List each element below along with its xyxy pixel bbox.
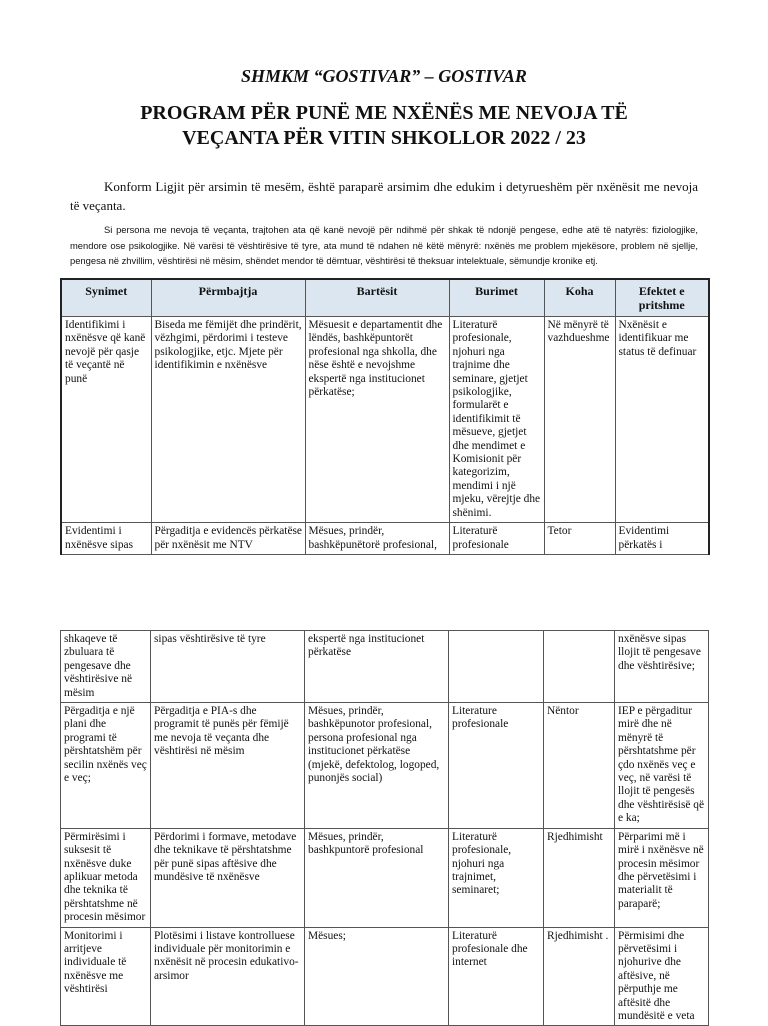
column-header: Efektet e pritshme: [615, 279, 709, 317]
table-cell: [544, 631, 615, 703]
table-cell: Mësues, prindër, bashkëpunotor profesional, persona profesional nga institucionet përkatëse (mjekë, defektolog, logoped, punonjës social): [305, 703, 449, 829]
table-cell: Tetor: [544, 523, 615, 555]
table-cell: Monitorimi i arritjeve individuale të nxënësve me vështirësi: [61, 927, 151, 1026]
table-cell: Mësues;: [305, 927, 449, 1026]
table-cell: Përmisimi dhe përvetësimi i njohurive dhe aftësive, në përputhje me aftësitë dhe mundësitë e veta: [615, 927, 709, 1026]
table-cell: Literaturë profesionale: [449, 523, 544, 555]
table-cell: Biseda me fëmijët dhe prindërit, vëzhgimi, përdorimi i testeve psikologjike, etjc. Mjete për identifikimin e nxënësve: [151, 317, 305, 523]
column-header: Burimet: [449, 279, 544, 317]
title-line-2: VEÇANTA PËR VITIN SHKOLLOR 2022 / 23: [182, 127, 586, 149]
table-row: [61, 828, 709, 927]
column-header: Koha: [544, 279, 615, 317]
table-cell: Përgaditja e PIA-s dhe programit të punës për fëmijë me nevoja të veçanta dhe vështirësi në mësim: [151, 703, 305, 829]
column-header: Bartësit: [305, 279, 449, 317]
table-cell: Rjedhimisht: [544, 828, 615, 927]
table-cell: Evidentimi i nxënësve sipas: [61, 523, 151, 555]
table-row: [61, 703, 709, 829]
table-cell: Plotësimi i listave kontrolluese individuale për monitorimin e nxënësit në procesin edukativo-arsimor: [151, 927, 305, 1026]
table-cell: ekspertë nga institucionet përkatëse: [305, 631, 449, 703]
school-name: SHMKM “GOSTIVAR” – GOSTIVAR: [241, 66, 527, 86]
column-header: Synimet: [61, 279, 151, 317]
table-cell: Evidentimi përkatës i: [615, 523, 709, 555]
table-cell: sipas vështirësive të tyre: [151, 631, 305, 703]
program-table: [60, 278, 710, 555]
definition-paragraph: Si persona me nevoja të veçanta, trajtohen ata që kanë nevojë për ndihmë për shkak të ndonjë pengese, edhe atë të natyrës: fiziologjike, mendore ose psikologjike. Në varësi të vështirësive të tyre, ata mund të ndahen në këtë mënyrë: nxënës me problem mjekësore, problem në sjellje, pengesa në zhvillim, vështirësi në mësim, shëndet mendor të dëmtuar, vështirësi të theksuar intelektuale, sëmundje kronike etj.: [70, 224, 698, 266]
table-row: [61, 317, 709, 523]
table-cell: Literaturë profesionale dhe internet: [449, 927, 544, 1026]
table-cell: Literature profesionale: [449, 703, 544, 829]
table-cell: Literaturë profesionale, njohuri nga trajnime dhe seminare, gjetjet psikologjike, formularët e identifikimit të mësueve, gjetjet dhe mendimet e Komisionit për kategorizim, mendimi i një mjeku, vërejtje dhe shënimi.: [449, 317, 544, 523]
table-cell: Rjedhimisht .: [544, 927, 615, 1026]
table-row: [61, 927, 709, 1026]
table-cell: Përgaditja e evidencës përkatëse për nxënësit me NTV: [151, 523, 305, 555]
title-line-1: PROGRAM PËR PUNË ME NXËNËS ME NEVOJA TË: [140, 102, 628, 124]
table-cell: Në mënyrë të vazhdueshme: [544, 317, 615, 523]
program-table-continued: [60, 630, 709, 1026]
document-page-2: [0, 630, 768, 1024]
document-title: [90, 101, 678, 151]
table-cell: nxënësve sipas llojit të pengesave dhe vështirësive;: [615, 631, 709, 703]
table-row: [61, 523, 709, 555]
table-cell: shkaqeve të zbuluara të pengesave dhe vështirësive në mësim: [61, 631, 151, 703]
table-header-row: [61, 279, 709, 317]
table-cell: Përmirësimi i suksesit të nxënësve duke aplikuar metoda dhe teknika të përshtatshme në procesin mësimor: [61, 828, 151, 927]
table-cell: Mësuesit e departamentit dhe lëndës, bashkëpuntorët profesional nga shkolla, dhe nëse është e nevojshme ekspertë nga institucionet përkatëse;: [305, 317, 449, 523]
table-cell: Nëntor: [544, 703, 615, 829]
table-cell: Mësues, prindër, bashkpuntorë profesional: [305, 828, 449, 927]
table-cell: Nxënësit e identifikuar me status të definuar: [615, 317, 709, 523]
table-cell: Mësues, prindër, bashkëpunëtorë profesional,: [305, 523, 449, 555]
column-header: Përmbajtja: [151, 279, 305, 317]
intro-paragraph: Konform Ligjit për arsimin të mesëm, është paraparë arsimim dhe edukim i detyrueshëm për nxënësit me nevoja të veçanta.: [70, 179, 698, 213]
table-cell: Përdorimi i formave, metodave dhe teknikave të përshtatshme për punë sipas aftësive dhe mundësive të nxënësve: [151, 828, 305, 927]
table-cell: Identifikimi i nxënësve që kanë nevojë për qasje të veçantë në punë: [61, 317, 151, 523]
table-row: [61, 631, 709, 703]
table-cell: Literaturë profesionale, njohuri nga trajnimet, seminaret;: [449, 828, 544, 927]
table-cell: Përparimi më i mirë i nxënësve në procesin mësimor dhe përvetësimi i materialit të paraparë;: [615, 828, 709, 927]
table-cell: IEP e përgaditur mirë dhe në mënyrë të përshtatshme për çdo nxënës veç e veç, në varësi të llojit të pengesës dhe vështirësisë që e ka;: [615, 703, 709, 829]
table-cell: [449, 631, 544, 703]
table-cell: Përgaditja e një plani dhe programi të përshtatshëm për secilin nxënës veç e veç;: [61, 703, 151, 829]
